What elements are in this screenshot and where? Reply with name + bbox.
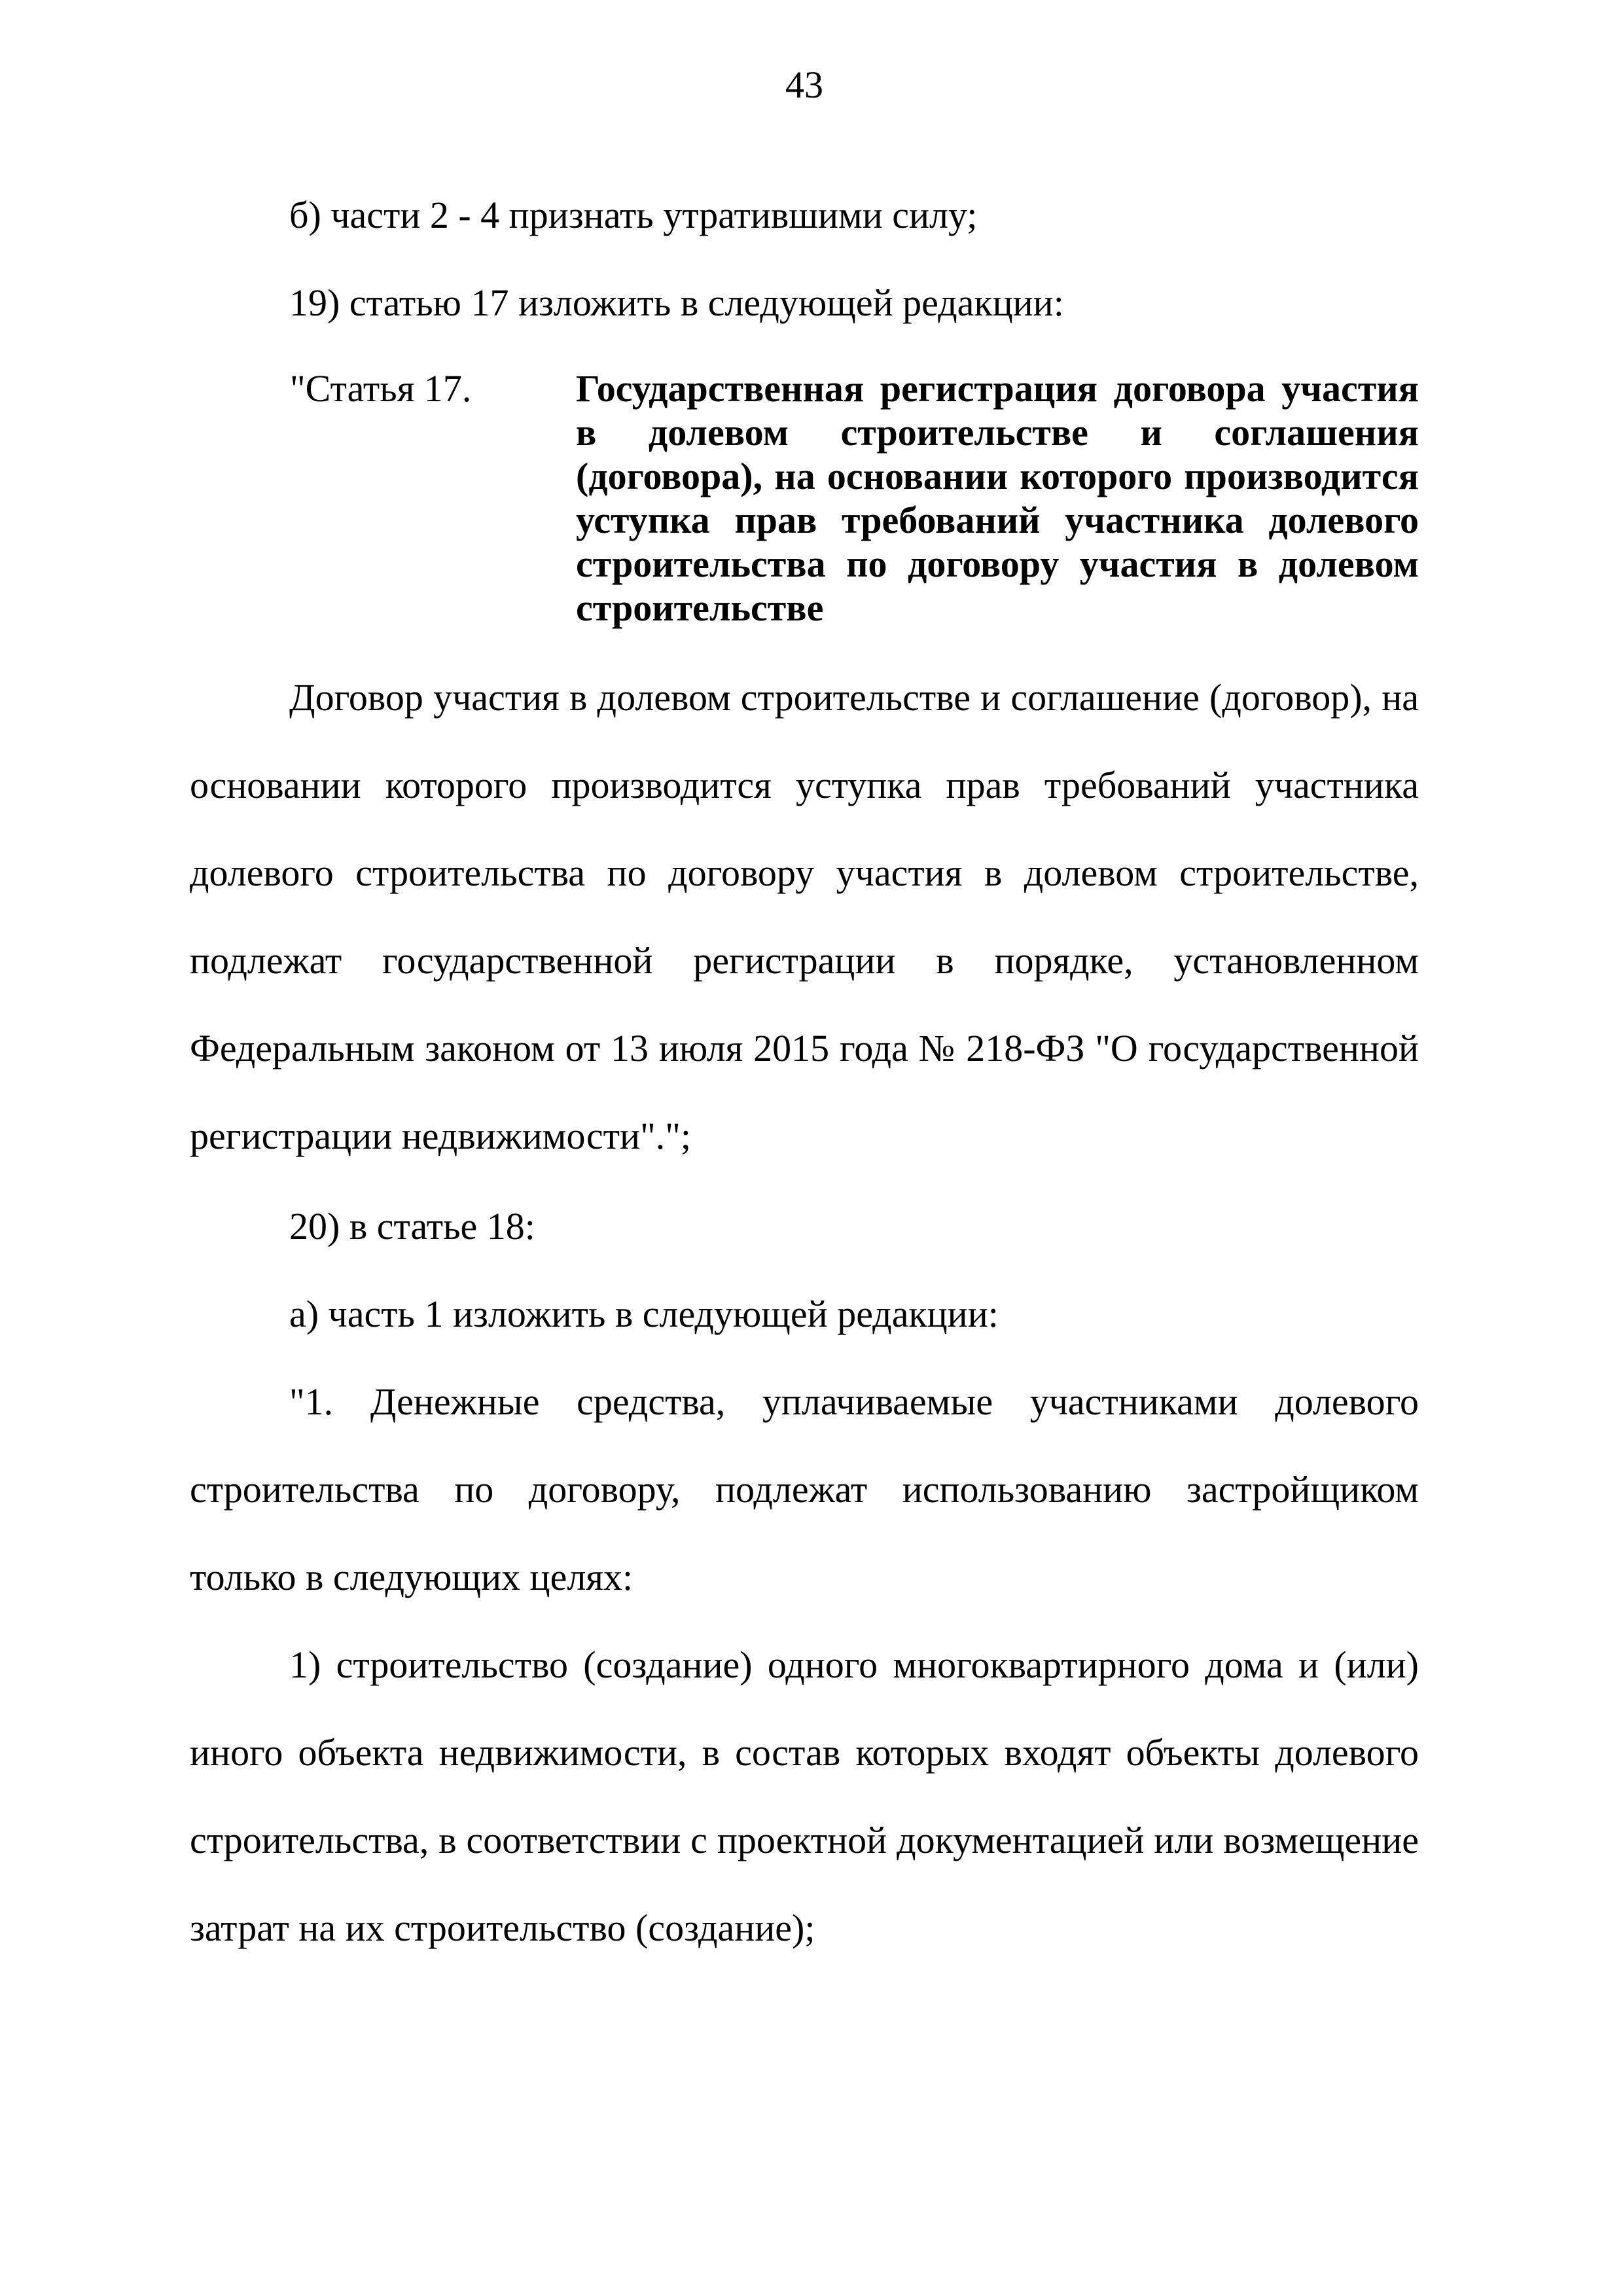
- list-item-a: а) часть 1 изложить в следующей редакции:: [289, 1293, 999, 1335]
- paragraph-line: только в следующих целях:: [190, 1556, 633, 1598]
- article-label: "Статья 17.: [290, 367, 472, 410]
- paragraph-registration: [190, 654, 1419, 1180]
- article-title-line: строительстве: [576, 586, 824, 629]
- list-item-20: 20) в статье 18:: [289, 1205, 535, 1247]
- article-title-line: Государственная регистрация договора участия: [576, 367, 1419, 410]
- paragraph-line: затрат на их строительство (создание);: [190, 1907, 815, 1949]
- paragraph-money-funds: [190, 1358, 1419, 1621]
- list-item-b: б) части 2 - 4 признать утратившими силу;: [289, 194, 978, 236]
- paragraph-line: строительства, в соответствии с проектной документацией или возмещение: [190, 1819, 1419, 1861]
- paragraph-line: регистрации недвижимости".";: [190, 1115, 692, 1157]
- article-title-line: уступка прав требований участника долевого: [576, 499, 1419, 541]
- paragraph-line: Федеральным законом от 13 июля 2015 года № 218-ФЗ "О государственной: [190, 1027, 1419, 1069]
- article-title-line: в долевом строительстве и соглашения: [576, 411, 1419, 454]
- paragraph-line: иного объекта недвижимости, в состав которых входят объекты долевого: [190, 1731, 1419, 1774]
- list-item-19: 19) статью 17 изложить в следующей редакции:: [289, 281, 1064, 324]
- article-title-line: строительства по договору участия в долевом: [576, 543, 1419, 585]
- paragraph-line: основании которого производится уступка прав требований участника: [190, 764, 1419, 806]
- paragraph-line: долевого строительства по договору участия в долевом строительстве,: [190, 852, 1419, 894]
- article-title-line: (договора), на основании которого производится: [576, 455, 1419, 497]
- paragraph-line: подлежат государственной регистрации в порядке, установленном: [190, 939, 1419, 982]
- page-number: 43: [785, 63, 823, 106]
- article-heading: [190, 367, 1419, 630]
- paragraph-line: "1. Денежные средства, уплачиваемые участниками долевого: [289, 1380, 1419, 1423]
- paragraph-line: строительства по договору, подлежат использованию застройщиком: [190, 1468, 1419, 1511]
- paragraph-line: Договор участия в долевом строительстве и соглашение (договор), на: [289, 676, 1419, 719]
- paragraph-construction-purpose: [190, 1621, 1419, 1972]
- paragraph-line: 1) строительство (создание) одного многоквартирного дома и (или): [289, 1643, 1419, 1686]
